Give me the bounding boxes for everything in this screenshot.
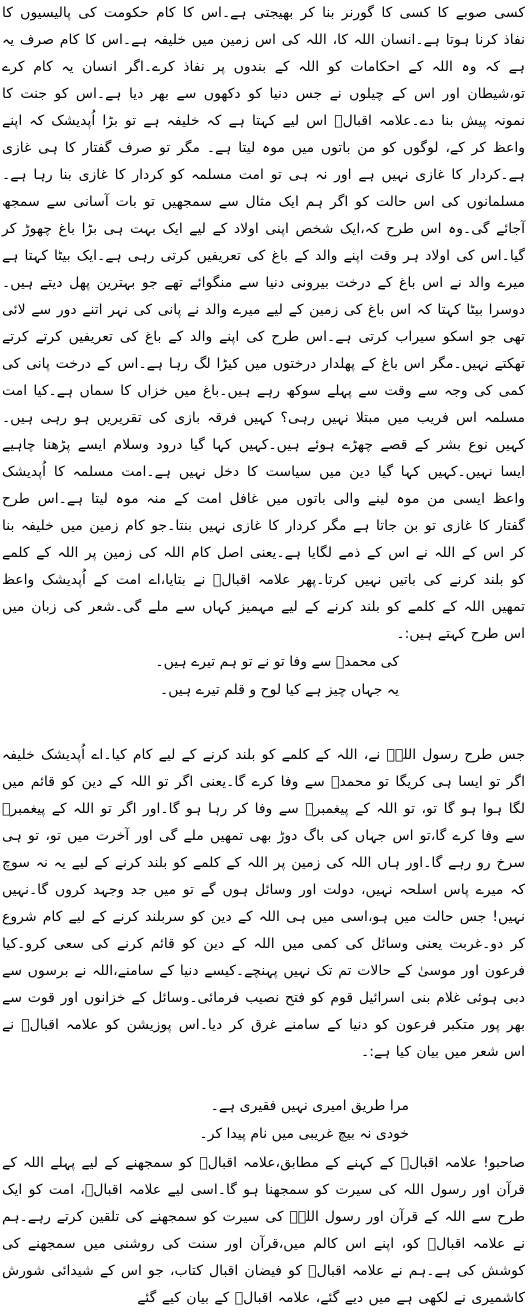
article-paragraph-1: کسی صوبے کا کسی کا گورنر بنا کر بھیجتی ہے۔اس کا کام حکومت کی پالیسیوں کا نفاذ کرنا ہوتا ہے۔انسان اللہ کا، اللہ کی اس زمین میں خلیفہ ہے۔اس کا کام صرف یہ ہے کہ وہ اللہ کے احکامات کو اللہ کے بندوں پر نفاذ کرے۔اگر انسان یہ کام کرے تو،شیطان اور اس کے چیلوں نے جس دنیا کو دکھوں سے بھر دیا ہے۔اس کو جنت کا نمونہ پیش بنا دے۔علامہ اقبالؒ اس لیے کہتا ہے کہ خلیفہ ہے تو بڑا اُپدیشک کہ اپنے واعظ کر کے، لوگوں کو من باتوں میں موہ لیتا ہے۔ مگر تو صرف گفتار کا ہی غازی ہے۔کردار کا غازی نہیں ہے اور نہ ہی تو امت مسلمہ کو کردار کا غازی بنا رہا ہے۔مسلمانوں کی اس حالت کو اگر ہم ایک مثال سے سمجھیں تو بات آسانی سے سمجھ آجائے گی۔وہ اس طرح کہ،ایک شخص اپنی اولاد کے لیے ایک بہت ہی بڑا باغ چھوڑ کر گیا۔اس کی اولاد ہر وقت اپنے والد کے باغ کی تعریفیں کرتی رہی ہے۔ایک بیٹا کہتا ہے میرے والد نے اس باغ کے درخت بیرونی دنیا سے منگوائے تھے جو بہترین پھل دیتے ہیں۔دوسرا بیٹا کہتا کہ اس باغ کی زمین کے لیے میرے والد نے پانی کی نہر اتنے دور سے لائی تھی جو اسکو سیراب کرتی ہے۔اس طرح کی اپنے والد کے باغ کی تعریفیں کرتے کرتے تھکتے نہیں۔مگر اس باغ کے پھلدار درختوں میں کیڑا لگ رہا ہے۔اس کے درخت پانی کی کمی کی وجہ سے وقت سے پہلے سوکھ رہے ہیں۔باغ میں خزاں کا سماں ہے۔کیا امت مسلمہ اس فریب میں مبتلا نہیں رہی؟ کہیں فرقہ بازی کی تقریریں ہو رہی ہیں۔کہیں نوع بشر کے قصے چھڑے ہوئے ہیں۔کہیں کہا گیا درود وسلام ایسے پڑھنا چاہیے ایسا نہیں۔کہیں کہا گیا دین میں سیاست کا دخل نہیں ہے۔امت مسلمہ کا اُپدیشک واعظ ایسی من موہ لینے والی باتوں میں غافل امت کے منہ موہ لیتا ہے۔اس طرح گفتار کا غازی تو بن جاتا ہے مگر کردار کا غازی نہیں بنتا۔جو کام زمین میں خلیفہ بنا کر اس کے اللہ نے اس کے ذمے لگایا ہے۔یعنی اصل کام اللہ کی زمین پر اللہ کے کلمے کو بلند کرنے کی باتیں نہیں کرتا۔پھر علامہ اقبالؒ نے بتایا،اے امت کے اُپدیشک واعظ تمھیں اللہ کے کلمے کو بلند کرنے کے لیے مہمیز کہاں سے ملے گی۔شعر کی زبان میں اس طرح کہتے ہیں:۔ <box>2 5 525 642</box>
article-paragraph-3: صاحبو! علامہ اقبالؒ کے کہنے کے مطابق،علامہ اقبالؒ کو سمجھنے کے لیے پہلے اللہ کے قرآن اور رسول اللہ کی سیرت کو سمجھنا ہو گا۔اسی لیے علامہ اقبالؒ، امت کو ایک طرح سے اللہ کے قرآن اور رسول اللہؐ کی سیرت کو سمجھنے کی تلقین کرتے رہے۔ہم نے علامہ اقبالؒ کو، اپنے اس کالم میں،قرآن اور سنت کی روشنی میں سمجھنے کی کوشش کی ہے۔ہم نے علامہ اقبالؒ کو فیضان اقبال کتاب، جو اس کے شیدائی شورش کاشمیری نے لکھی ہے میں دیے گئے، علامہ اقبالؒ کے بیان کیے گئے <box>2 1155 525 1306</box>
article-paragraph-2: جس طرح رسول اللہؐ نے، اللہ کے کلمے کو بلند کرنے کے لیے کام کیا۔اے اُپدیشک خلیفہ اگر تو ایسا ہی کریگا تو محمدؐ سے وفا کرے گا۔یعنی اگر تو اللہ کے دین کو قائم میں لگا ہوا ہو گا تو، تو اللہ کے پیغمبرؐ سے وفا کر رہا ہو گا۔اور اگر تو اللہ کے پیغمبرؐ سے وفا کرے گا،تو اس جہاں کی باگ دوڑ بھی تمھیں ملے گی اور آخرت میں تو، تو ہی سرخ رو رہے گا۔اور ہاں اللہ کی زمین پر اللہ کے کلمے کو بلند کرنے کے لیے یہ نہ سوچ کہ میرے پاس اسلحہ نہیں، دولت اور وسائل ہوں گے تو میں جد وجہد کروں گا۔نہیں نہیں! جس حالت میں ہو،اسی میں ہی اللہ کے دین کو سربلند کرنے کے لیے کام شروع کر دو۔غربت یعنی وسائل کی کمی میں اللہ کے دین کو قائم کرنے کی سعی کرو۔کیا فرعون اور موسیٰ کے حالات تم تک نہیں پہنچے۔کیسے دنیا کے سامنے،اللہ نے برسوں سے دبی ہوئی غلام بنی اسرائیل قوم کو فتح نصیب فرمائی۔وسائل کے خزانوں اور قوت سے بھر پور متکبر فرعون کو دنیا کے سامنے غرق کر دیا۔اس پوزیشن کو علامہ اقبالؒ نے اس شعر میں بیان کیا ہے:۔ <box>2 747 525 1060</box>
verse-2-line-2: خودی نہ بیچ غریبی میں نام پیدا کر۔ <box>199 1126 409 1142</box>
verse-block-2 <box>60 1092 469 1148</box>
verse-block-1 <box>60 648 469 704</box>
verse-1-line-1: کی محمدؐ سے وفا تو نے تو ہم تیرے ہیں۔ <box>155 654 399 670</box>
verse-2-line-1: مرا طریق امیری نہیں فقیری ہے۔ <box>210 1098 409 1114</box>
verse-1-line-2: یہ جہاں چیز ہے کیا لوح و قلم تیرے ہیں۔ <box>160 682 399 698</box>
